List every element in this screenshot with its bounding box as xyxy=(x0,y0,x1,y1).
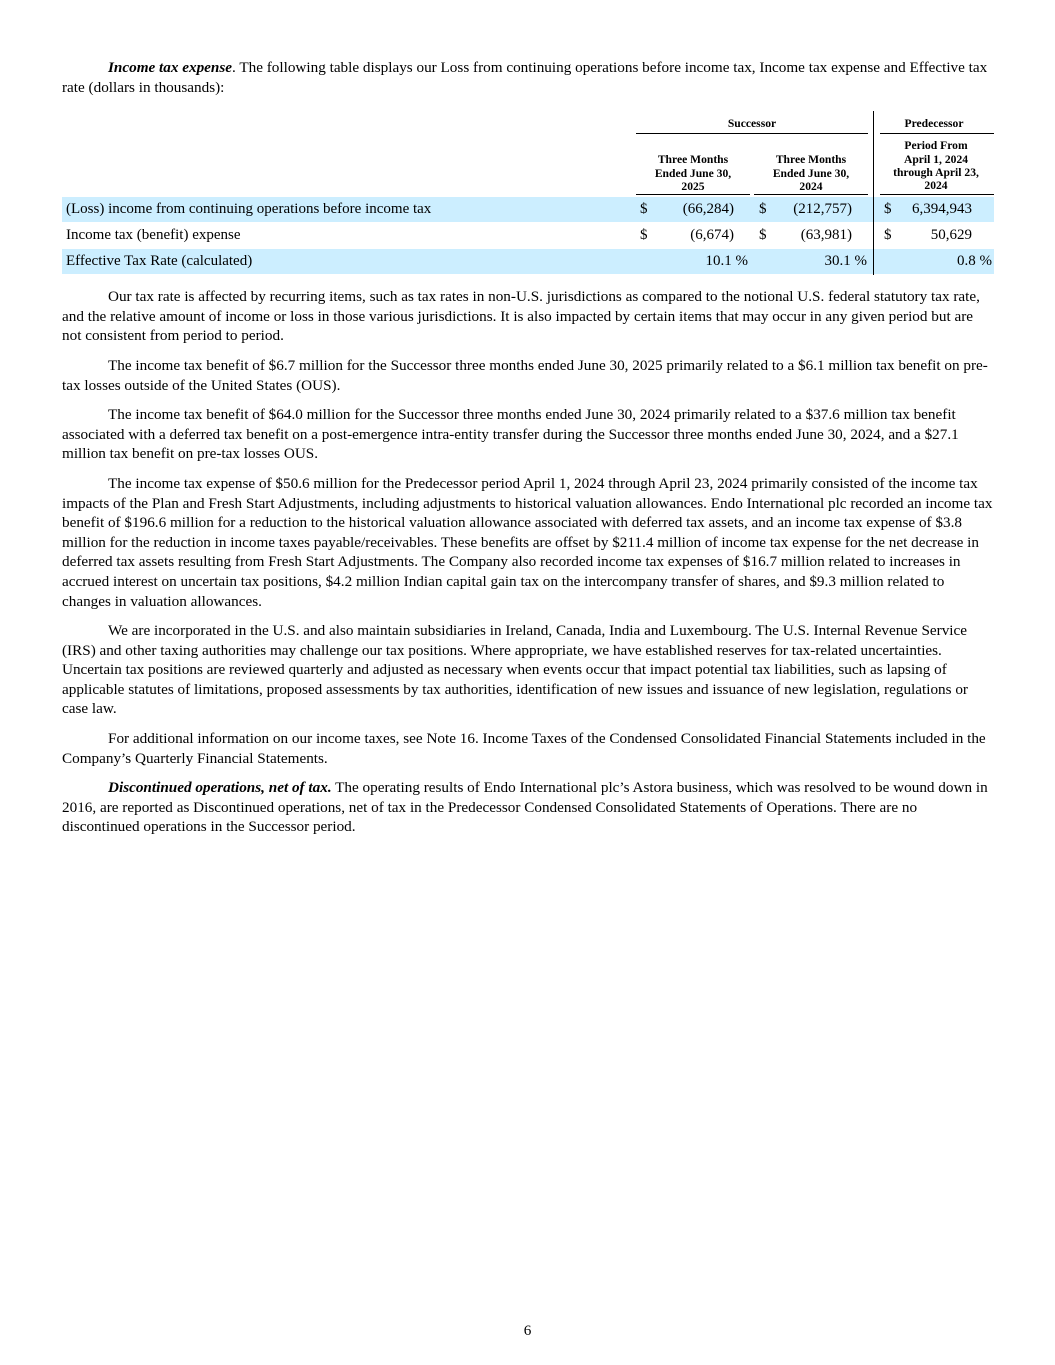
row-col1-value: (6,674) xyxy=(690,227,734,244)
table-row xyxy=(62,223,994,248)
predecessor-divider xyxy=(873,111,874,275)
col2-header-line: Three Months xyxy=(775,153,847,167)
page-number: 6 xyxy=(523,1322,532,1339)
row-col3-value: 50,629 xyxy=(930,227,972,244)
col2-header-line: Ended June 30, xyxy=(772,166,850,180)
row-col1-symbol: $ xyxy=(640,201,648,218)
intro-lead: Income tax expense xyxy=(108,59,233,76)
col2-rule xyxy=(754,194,868,195)
row-col2-value: 30.1 % xyxy=(824,253,867,270)
body-paragraph: The income tax benefit of $64.0 million for the Successor three months ended June 30, 2024 primarily related to a $37.6 million tax benefit associated with a deferred tax benefit on a post-emergence intra-entity transfer during the Successor three months ended June 30, 2024, and a $27.1 million tax benefit on pre-tax losses OUS. xyxy=(62,406,959,463)
successor-header: Successor xyxy=(727,117,777,131)
row-col1-value: 10.1 % xyxy=(705,253,748,270)
col3-header-line: 2024 xyxy=(924,179,948,193)
col3-rule xyxy=(880,194,994,195)
row-col3-symbol: $ xyxy=(884,227,892,244)
table-row xyxy=(62,197,994,222)
body-paragraph: The income tax benefit of $6.7 million for the Successor three months ended June 30, 2025 primarily related to a $6.1 million tax benefit on pre-tax losses outside of the United States (OUS). xyxy=(62,356,988,394)
body-paragraph: For additional information on our income taxes, see Note 16. Income Taxes of the Condensed Consolidated Financial Statements included in the Company’s Quarterly Financial Statements. xyxy=(62,730,986,767)
col2-header-line: 2024 xyxy=(799,180,823,193)
predecessor-rule xyxy=(880,133,994,134)
col3-header-line: Period From xyxy=(904,139,968,153)
col3-header xyxy=(878,139,994,193)
row-label: Income tax (benefit) expense xyxy=(66,227,241,244)
intro-paragraph xyxy=(62,58,994,97)
body-paragraph: Our tax rate is affected by recurring items, such as tax rates in non-U.S. jurisdictions as compared to the notional U.S. federal statutory tax rate, and the relative amount of income or loss in those various jurisdictions. It is also impacted by certain items that may occur in any given period but are not consistent from period to period. xyxy=(62,288,980,345)
col1-header xyxy=(636,153,750,193)
col1-rule xyxy=(636,194,750,195)
body-paragraph: We are incorporated in the U.S. and also maintain subsidiaries in Ireland, Canada, India and Luxembourg. The U.S. Internal Revenue Service (IRS) and other taxing authorities may challenge our tax positions. Where appropriate, we have established reserves for tax-related uncertainties. Uncertain tax positions are reviewed quarterly and adjusted as necessary when events occur that impact potential tax liabilities, such as lapsing of applicable statutes of limitations, proposed assessments by tax authorities, identification of new issues and issuance of new legislation, regulations or case law. xyxy=(62,622,968,718)
intro-text: . The following table displays our Loss from continuing operations before income tax, Income tax expense and Effective tax rate (dollars in thousands): xyxy=(62,59,988,96)
col3-header-line: April 1, 2024 xyxy=(903,152,969,166)
row-col2-symbol: $ xyxy=(759,201,767,218)
row-col3-value: 0.8 % xyxy=(957,253,992,270)
row-col3-value: 6,394,943 xyxy=(912,201,972,218)
body-paragraph: The income tax expense of $50.6 million for the Predecessor period April 1, 2024 through April 23, 2024 primarily consisted of the income tax impacts of the Plan and Fresh Start Adjustments, including adjustments to historical valuation allowances. Endo International plc recorded an income tax benefit of $196.6 million for a reduction to the historical valuation allowance associated with deferred tax assets, and an income tax expense of $3.8 million for the reduction in income taxes payable/receivables. These benefits are offset by $211.4 million of income tax expense for the net decrease in deferred tax assets resulting from Fresh Start Adjustments. The Company also recorded income tax expenses of $16.7 million related to increases in accrued interest on uncertain tax positions, $4.2 million Indian capital gain tax on the intercompany transfer of shares, and $9.3 million related to changes in valuation allowances. xyxy=(62,474,993,610)
successor-rule xyxy=(636,133,868,134)
row-label: (Loss) income from continuing operations before income tax xyxy=(66,201,432,218)
col3-header-line: through April 23, xyxy=(893,166,979,179)
discontinued-text: The operating results of Endo International plc’s Astora business, which was resolved to be wound down in 2016, are reported as Discontinued operations, net of tax in the Predecessor Condensed Consolidated Statements of Operations. There are no discontinued operations in the Successor period. xyxy=(62,779,988,836)
discontinued-lead: Discontinued operations, net of tax. xyxy=(108,779,332,797)
income-tax-table xyxy=(62,111,994,275)
document-page xyxy=(62,58,994,847)
row-col3-symbol: $ xyxy=(884,201,892,218)
predecessor-header: Predecessor xyxy=(904,117,964,131)
col2-header xyxy=(754,153,868,193)
row-col2-symbol: $ xyxy=(759,227,767,244)
row-col1-symbol: $ xyxy=(640,227,648,244)
row-col1-value: (66,284) xyxy=(682,201,734,218)
row-label: Effective Tax Rate (calculated) xyxy=(66,253,253,270)
col1-header-line: Three Months xyxy=(657,153,729,167)
table-row xyxy=(62,249,994,274)
row-col2-value: (63,981) xyxy=(800,227,852,244)
col1-header-line: 2025 xyxy=(681,180,705,193)
discontinued-paragraph xyxy=(62,778,994,837)
col1-header-line: Ended June 30, xyxy=(654,166,732,180)
row-col2-value: (212,757) xyxy=(793,201,852,218)
